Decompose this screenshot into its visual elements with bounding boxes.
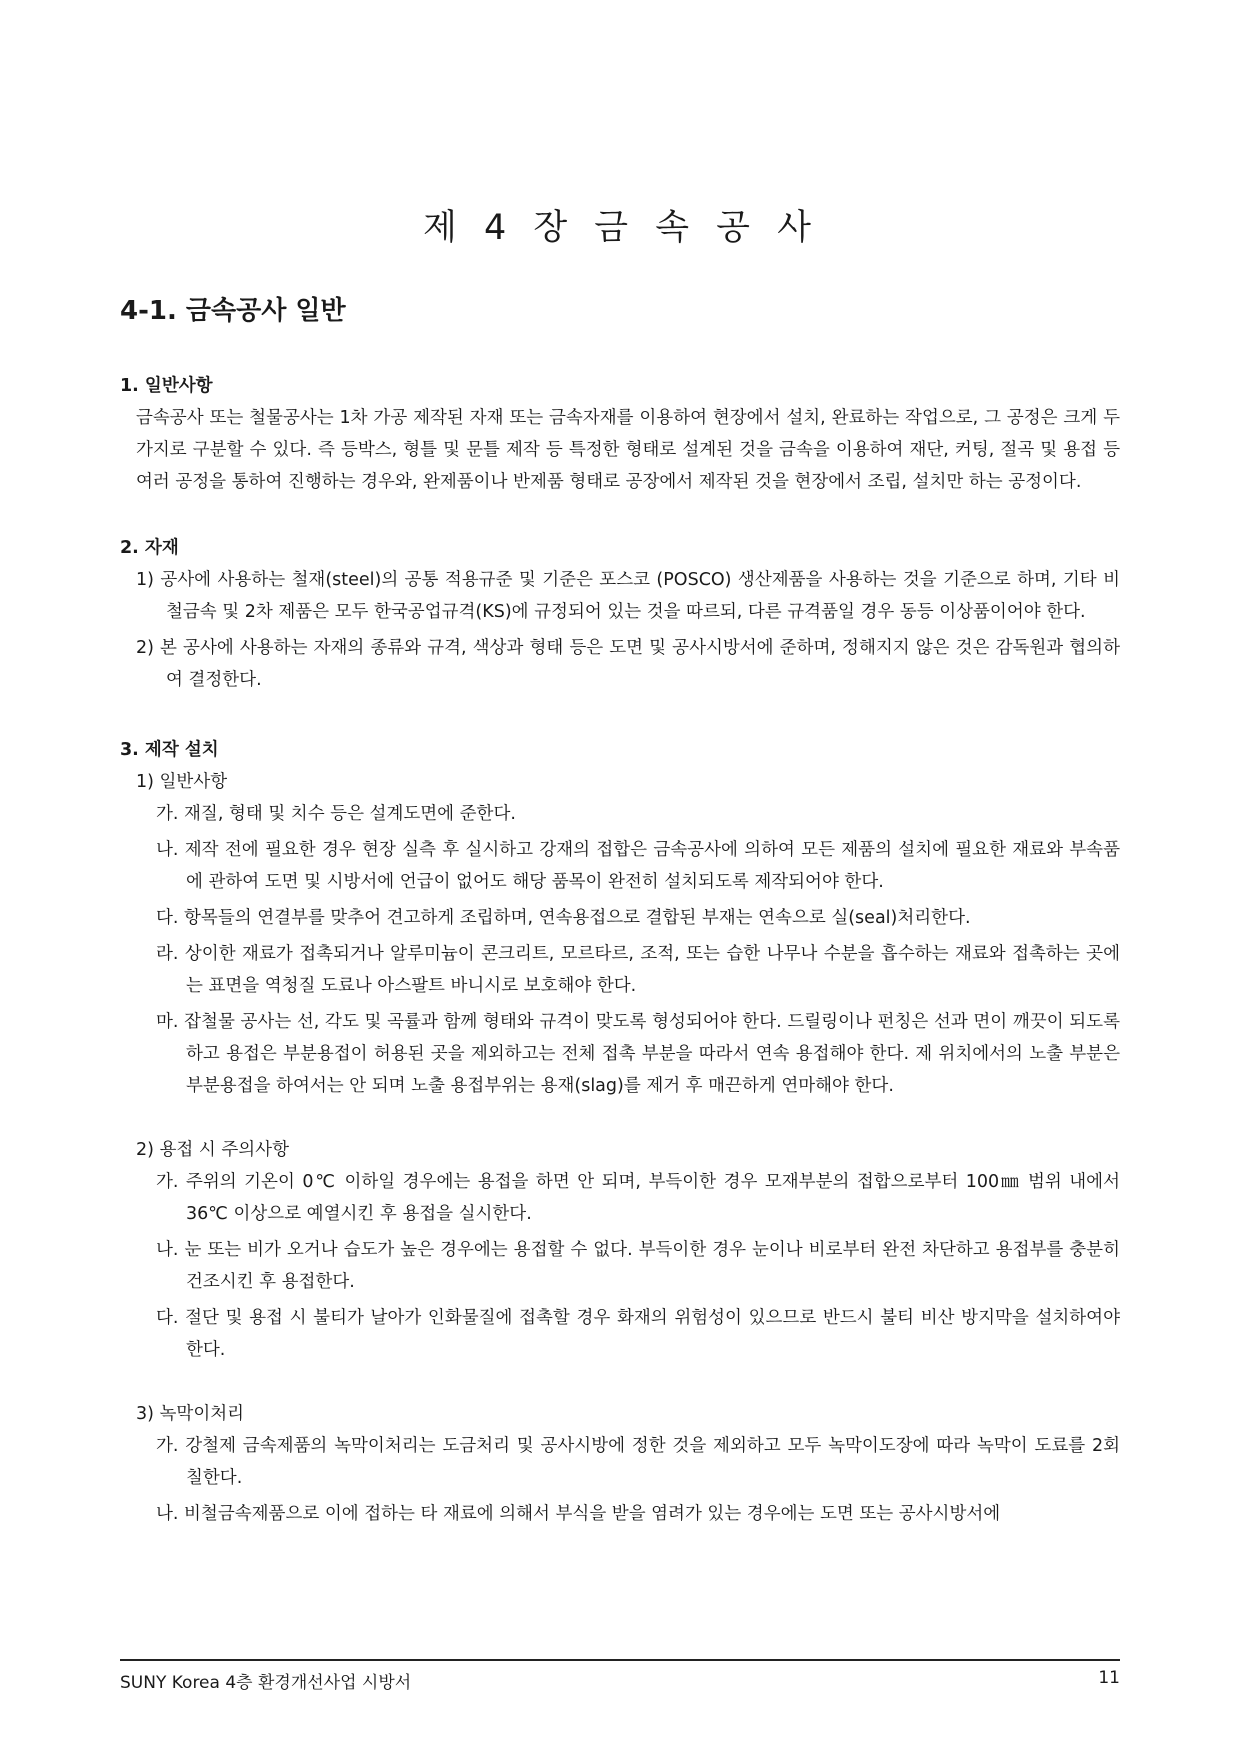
footer-divider <box>120 1659 1120 1661</box>
list-item: 가. 주위의 기온이 0℃ 이하일 경우에는 용접을 하면 안 되며, 부득이한 경우 모재부분의 접합으로부터 100㎜ 범위 내에서 36℃ 이상으로 예열시킨 후 용접을 실시한다. <box>156 1172 1120 1224</box>
chapter-title: 제 4 장 금 속 공 사 <box>423 208 817 248</box>
list-item: 마. 잡철물 공사는 선, 각도 및 곡률과 함께 형태와 규격이 맞도록 형성되어야 한다. 드릴링이나 펀칭은 선과 면이 깨끗이 되도록 하고 용접은 부분용접이 허용된 곳을 제외하고는 전체 접촉 부분을 따라서 연속 용접해야 한다. 제 위치에서의 노출 부분은 부분용접을 하여서는 안 되며 노출 용접부위는 용재(slag)를 제거 후 매끈하게 연마해야 한다. <box>156 1012 1120 1096</box>
spacer <box>120 700 1120 734</box>
page-content <box>120 370 1120 1534</box>
section-title: 4-1. 금속공사 일반 <box>120 296 346 326</box>
list-item: 나. 비철금속제품으로 이에 접하는 타 재료에 의해서 부식을 받을 염려가 있는 경우에는 도면 또는 공사시방서에 <box>156 1504 1001 1524</box>
footer-page-number: 11 <box>1098 1668 1120 1688</box>
section-3-heading: 3. 제작 설치 <box>120 740 219 760</box>
subsection-heading: 2) 용접 시 주의사항 <box>136 1140 289 1160</box>
spacer <box>120 1106 1120 1134</box>
list-item: 가. 강철제 금속제품의 녹막이처리는 도금처리 및 공사시방에 정한 것을 제외하고 모두 녹막이도장에 따라 녹막이 도료를 2회 칠한다. <box>156 1436 1120 1488</box>
list-item: 다. 절단 및 용접 시 불티가 날아가 인화물질에 접촉할 경우 화재의 위험성이 있으므로 반드시 불티 비산 방지막을 설치하여야 한다. <box>156 1308 1120 1360</box>
spacer <box>120 1370 1120 1398</box>
list-item: 다. 항목들의 연결부를 맞추어 견고하게 조립하며, 연속용접으로 결합된 부재는 연속으로 실(seal)처리한다. <box>156 908 971 928</box>
list-item: 1) 공사에 사용하는 철재(steel)의 공통 적용규준 및 기준은 포스코 (POSCO) 생산제품을 사용하는 것을 기준으로 하며, 기타 비철금속 및 2차 제품은 모두 한국공업규격(KS)에 규정되어 있는 것을 따르되, 다른 규격품일 경우 동등 이상품이어야 한다. <box>136 570 1120 622</box>
list-item: 나. 제작 전에 필요한 경우 현장 실측 후 실시하고 강재의 접합은 금속공사에 의하여 모든 제품의 설치에 필요한 재료와 부속품에 관하여 도면 및 시방서에 언급이 없어도 해당 품목이 완전히 설치되도록 제작되어야 한다. <box>156 840 1120 892</box>
spacer <box>120 498 1120 532</box>
list-item: 2) 본 공사에 사용하는 자재의 종류와 규격, 색상과 형태 등은 도면 및 공사시방서에 준하며, 정해지지 않은 것은 감독원과 협의하여 결정한다. <box>136 638 1120 690</box>
list-item: 라. 상이한 재료가 접촉되거나 알루미늄이 콘크리트, 모르타르, 조적, 또는 습한 나무나 수분을 흡수하는 재료와 접촉하는 곳에는 표면을 역청질 도료나 아스팔트 바니시로 보호해야 한다. <box>156 944 1120 996</box>
section-2-heading: 2. 자재 <box>120 538 179 558</box>
list-item: 가. 재질, 형태 및 치수 등은 설계도면에 준한다. <box>156 804 516 824</box>
footer-document-title: SUNY Korea 4층 환경개선사업 시방서 <box>120 1673 412 1693</box>
list-item: 나. 눈 또는 비가 오거나 습도가 높은 경우에는 용접할 수 없다. 부득이한 경우 눈이나 비로부터 완전 차단하고 용접부를 충분히 건조시킨 후 용접한다. <box>156 1240 1120 1292</box>
section-1-body: 금속공사 또는 철물공사는 1차 가공 제작된 자재 또는 금속자재를 이용하여 현장에서 설치, 완료하는 작업으로, 그 공정은 크게 두 가지로 구분할 수 있다. 즉 등박스, 형틀 및 문틀 제작 등 특정한 형태로 설계된 것을 금속을 이용하여 재단, 커팅, 절곡 및 용접 등 여러 공정을 통하여 진행하는 경우와, 완제품이나 반제품 형태로 공장에서 제작된 것을 현장에서 조립, 설치만 하는 공정이다. <box>136 408 1120 492</box>
subsection-heading: 1) 일반사항 <box>136 772 228 792</box>
subsection-heading: 3) 녹막이처리 <box>136 1404 245 1424</box>
section-1-heading: 1. 일반사항 <box>120 376 213 396</box>
